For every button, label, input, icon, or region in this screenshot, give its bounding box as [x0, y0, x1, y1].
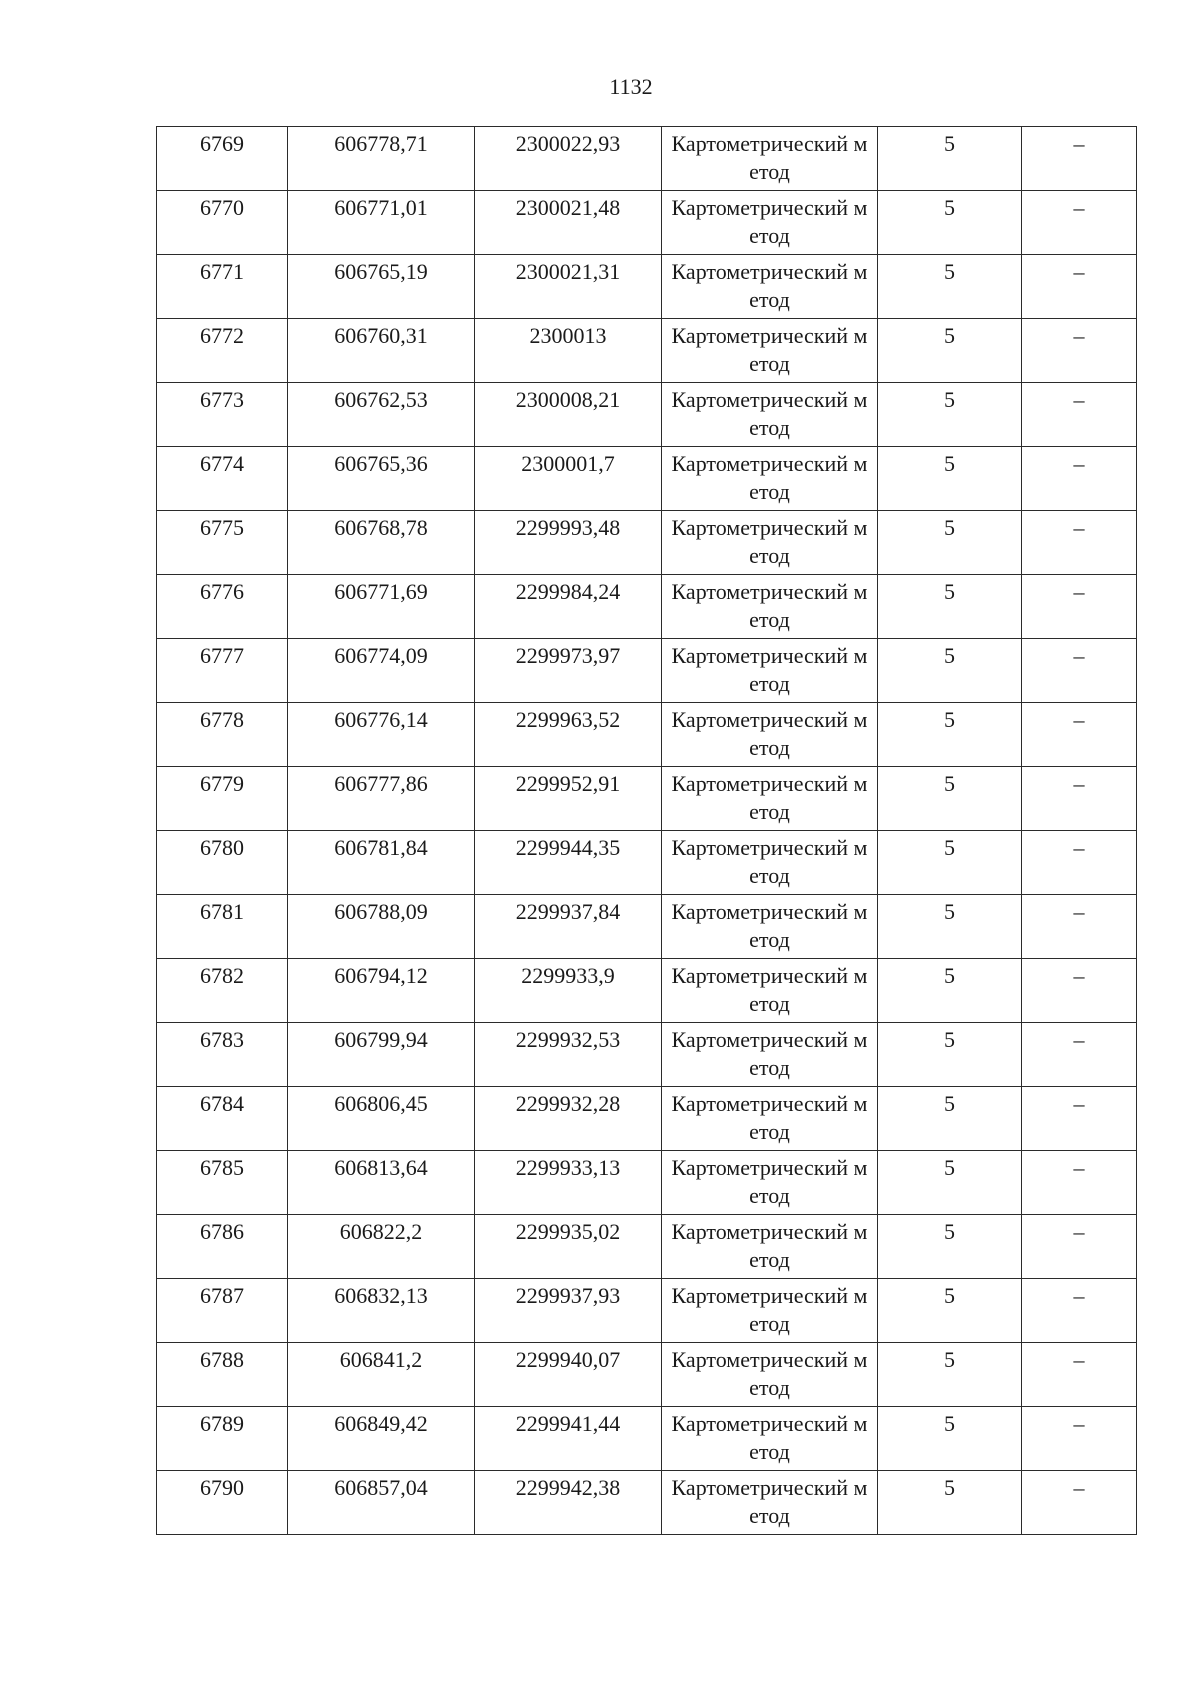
y-coordinate-cell: 2299937,93 — [475, 1279, 662, 1343]
note-cell: – — [1022, 1407, 1137, 1471]
x-coordinate-cell: 606806,45 — [288, 1087, 475, 1151]
accuracy-cell: 5 — [878, 1087, 1022, 1151]
y-coordinate-cell: 2299993,48 — [475, 511, 662, 575]
method-text: Картометрический метод — [671, 451, 868, 504]
table-row — [157, 1343, 1137, 1407]
method-text: Картометрический метод — [671, 259, 868, 312]
note-cell: – — [1022, 895, 1137, 959]
method-text: Картометрический метод — [671, 131, 868, 184]
note-cell: – — [1022, 1279, 1137, 1343]
x-coordinate-cell: 606849,42 — [288, 1407, 475, 1471]
x-coordinate-cell: 606841,2 — [288, 1343, 475, 1407]
method-text: Картометрический метод — [671, 1475, 868, 1528]
y-coordinate-cell: 2300022,93 — [475, 127, 662, 191]
point-number-cell: 6789 — [157, 1407, 288, 1471]
method-cell — [662, 127, 878, 191]
accuracy-cell: 5 — [878, 1023, 1022, 1087]
page-number: 1132 — [609, 74, 653, 99]
y-coordinate-cell: 2299963,52 — [475, 703, 662, 767]
point-number-cell: 6775 — [157, 511, 288, 575]
point-number-cell: 6784 — [157, 1087, 288, 1151]
y-coordinate-cell: 2299940,07 — [475, 1343, 662, 1407]
accuracy-cell: 5 — [878, 703, 1022, 767]
accuracy-cell: 5 — [878, 255, 1022, 319]
x-coordinate-cell: 606765,19 — [288, 255, 475, 319]
method-text: Картометрический метод — [671, 899, 868, 952]
method-text: Картометрический метод — [671, 515, 868, 568]
table-row — [157, 959, 1137, 1023]
x-coordinate-cell: 606771,69 — [288, 575, 475, 639]
point-number-cell: 6780 — [157, 831, 288, 895]
accuracy-cell: 5 — [878, 895, 1022, 959]
method-text: Картометрический метод — [671, 963, 868, 1016]
note-cell: – — [1022, 831, 1137, 895]
table-row — [157, 831, 1137, 895]
table-row — [157, 1471, 1137, 1535]
table-row — [157, 575, 1137, 639]
table-row — [157, 1087, 1137, 1151]
table-row — [157, 767, 1137, 831]
y-coordinate-cell: 2299973,97 — [475, 639, 662, 703]
point-number-cell: 6778 — [157, 703, 288, 767]
method-cell — [662, 831, 878, 895]
table-row — [157, 255, 1137, 319]
point-number-cell: 6785 — [157, 1151, 288, 1215]
accuracy-cell: 5 — [878, 319, 1022, 383]
method-text: Картометрический метод — [671, 1411, 868, 1464]
y-coordinate-cell: 2300001,7 — [475, 447, 662, 511]
method-cell — [662, 1279, 878, 1343]
table-row — [157, 383, 1137, 447]
note-cell: – — [1022, 639, 1137, 703]
note-cell: – — [1022, 1471, 1137, 1535]
table-row — [157, 1023, 1137, 1087]
table-row — [157, 639, 1137, 703]
accuracy-cell: 5 — [878, 191, 1022, 255]
note-cell: – — [1022, 1215, 1137, 1279]
accuracy-cell: 5 — [878, 1215, 1022, 1279]
method-text: Картометрический метод — [671, 1283, 868, 1336]
point-number-cell: 6790 — [157, 1471, 288, 1535]
point-number-cell: 6772 — [157, 319, 288, 383]
x-coordinate-cell: 606832,13 — [288, 1279, 475, 1343]
x-coordinate-cell: 606781,84 — [288, 831, 475, 895]
point-number-cell: 6769 — [157, 127, 288, 191]
table-row — [157, 319, 1137, 383]
y-coordinate-cell: 2299932,28 — [475, 1087, 662, 1151]
method-cell — [662, 959, 878, 1023]
method-cell — [662, 383, 878, 447]
accuracy-cell: 5 — [878, 511, 1022, 575]
method-cell — [662, 319, 878, 383]
point-number-cell: 6786 — [157, 1215, 288, 1279]
coordinates-table — [156, 126, 1137, 1535]
accuracy-cell: 5 — [878, 959, 1022, 1023]
accuracy-cell: 5 — [878, 1151, 1022, 1215]
accuracy-cell: 5 — [878, 447, 1022, 511]
method-cell — [662, 511, 878, 575]
point-number-cell: 6777 — [157, 639, 288, 703]
point-number-cell: 6783 — [157, 1023, 288, 1087]
note-cell: – — [1022, 1151, 1137, 1215]
table-row — [157, 703, 1137, 767]
point-number-cell: 6781 — [157, 895, 288, 959]
point-number-cell: 6779 — [157, 767, 288, 831]
method-cell — [662, 191, 878, 255]
point-number-cell: 6771 — [157, 255, 288, 319]
y-coordinate-cell: 2299937,84 — [475, 895, 662, 959]
method-cell — [662, 639, 878, 703]
note-cell: – — [1022, 319, 1137, 383]
method-text: Картометрический метод — [671, 1347, 868, 1400]
y-coordinate-cell: 2299932,53 — [475, 1023, 662, 1087]
y-coordinate-cell: 2299952,91 — [475, 767, 662, 831]
note-cell: – — [1022, 1343, 1137, 1407]
method-cell — [662, 1023, 878, 1087]
method-text: Картометрический метод — [671, 1091, 868, 1144]
point-number-cell: 6788 — [157, 1343, 288, 1407]
x-coordinate-cell: 606794,12 — [288, 959, 475, 1023]
point-number-cell: 6774 — [157, 447, 288, 511]
method-cell — [662, 447, 878, 511]
y-coordinate-cell: 2300021,48 — [475, 191, 662, 255]
table-row — [157, 511, 1137, 575]
accuracy-cell: 5 — [878, 575, 1022, 639]
x-coordinate-cell: 606813,64 — [288, 1151, 475, 1215]
method-cell — [662, 1471, 878, 1535]
method-text: Картометрический метод — [671, 1155, 868, 1208]
note-cell: – — [1022, 703, 1137, 767]
y-coordinate-cell: 2299942,38 — [475, 1471, 662, 1535]
x-coordinate-cell: 606762,53 — [288, 383, 475, 447]
method-cell — [662, 1407, 878, 1471]
x-coordinate-cell: 606765,36 — [288, 447, 475, 511]
method-text: Картометрический метод — [671, 707, 868, 760]
table-row — [157, 1151, 1137, 1215]
x-coordinate-cell: 606771,01 — [288, 191, 475, 255]
x-coordinate-cell: 606776,14 — [288, 703, 475, 767]
y-coordinate-cell: 2300013 — [475, 319, 662, 383]
y-coordinate-cell: 2299935,02 — [475, 1215, 662, 1279]
y-coordinate-cell: 2299941,44 — [475, 1407, 662, 1471]
note-cell: – — [1022, 767, 1137, 831]
note-cell: – — [1022, 383, 1137, 447]
accuracy-cell: 5 — [878, 1407, 1022, 1471]
method-cell — [662, 1151, 878, 1215]
y-coordinate-cell: 2299984,24 — [475, 575, 662, 639]
method-cell — [662, 767, 878, 831]
x-coordinate-cell: 606774,09 — [288, 639, 475, 703]
note-cell: – — [1022, 447, 1137, 511]
method-text: Картометрический метод — [671, 771, 868, 824]
accuracy-cell: 5 — [878, 383, 1022, 447]
y-coordinate-cell: 2299933,9 — [475, 959, 662, 1023]
note-cell: – — [1022, 959, 1137, 1023]
x-coordinate-cell: 606777,86 — [288, 767, 475, 831]
note-cell: – — [1022, 255, 1137, 319]
table-row — [157, 191, 1137, 255]
table-row — [157, 895, 1137, 959]
method-text: Картометрический метод — [671, 323, 868, 376]
x-coordinate-cell: 606822,2 — [288, 1215, 475, 1279]
table-row — [157, 1279, 1137, 1343]
x-coordinate-cell: 606768,78 — [288, 511, 475, 575]
y-coordinate-cell: 2299944,35 — [475, 831, 662, 895]
method-cell — [662, 895, 878, 959]
note-cell: – — [1022, 191, 1137, 255]
method-text: Картометрический метод — [671, 835, 868, 888]
y-coordinate-cell: 2300008,21 — [475, 383, 662, 447]
method-cell — [662, 255, 878, 319]
accuracy-cell: 5 — [878, 831, 1022, 895]
note-cell: – — [1022, 1087, 1137, 1151]
coordinates-table-body — [157, 127, 1137, 1535]
x-coordinate-cell: 606788,09 — [288, 895, 475, 959]
method-cell — [662, 1343, 878, 1407]
method-text: Картометрический метод — [671, 643, 868, 696]
table-row — [157, 127, 1137, 191]
table-row — [157, 1407, 1137, 1471]
method-text: Картометрический метод — [671, 387, 868, 440]
accuracy-cell: 5 — [878, 1279, 1022, 1343]
note-cell: – — [1022, 511, 1137, 575]
y-coordinate-cell: 2299933,13 — [475, 1151, 662, 1215]
method-cell — [662, 575, 878, 639]
method-text: Картометрический метод — [671, 195, 868, 248]
accuracy-cell: 5 — [878, 639, 1022, 703]
x-coordinate-cell: 606760,31 — [288, 319, 475, 383]
point-number-cell: 6776 — [157, 575, 288, 639]
method-text: Картометрический метод — [671, 1027, 868, 1080]
accuracy-cell: 5 — [878, 1343, 1022, 1407]
table-row — [157, 1215, 1137, 1279]
point-number-cell: 6782 — [157, 959, 288, 1023]
accuracy-cell: 5 — [878, 127, 1022, 191]
note-cell: – — [1022, 575, 1137, 639]
table-row — [157, 447, 1137, 511]
accuracy-cell: 5 — [878, 767, 1022, 831]
y-coordinate-cell: 2300021,31 — [475, 255, 662, 319]
point-number-cell: 6770 — [157, 191, 288, 255]
note-cell: – — [1022, 127, 1137, 191]
method-cell — [662, 703, 878, 767]
method-cell — [662, 1215, 878, 1279]
point-number-cell: 6787 — [157, 1279, 288, 1343]
point-number-cell: 6773 — [157, 383, 288, 447]
note-cell: – — [1022, 1023, 1137, 1087]
x-coordinate-cell: 606778,71 — [288, 127, 475, 191]
accuracy-cell: 5 — [878, 1471, 1022, 1535]
method-text: Картометрический метод — [671, 1219, 868, 1272]
method-text: Картометрический метод — [671, 579, 868, 632]
method-cell — [662, 1087, 878, 1151]
x-coordinate-cell: 606799,94 — [288, 1023, 475, 1087]
x-coordinate-cell: 606857,04 — [288, 1471, 475, 1535]
